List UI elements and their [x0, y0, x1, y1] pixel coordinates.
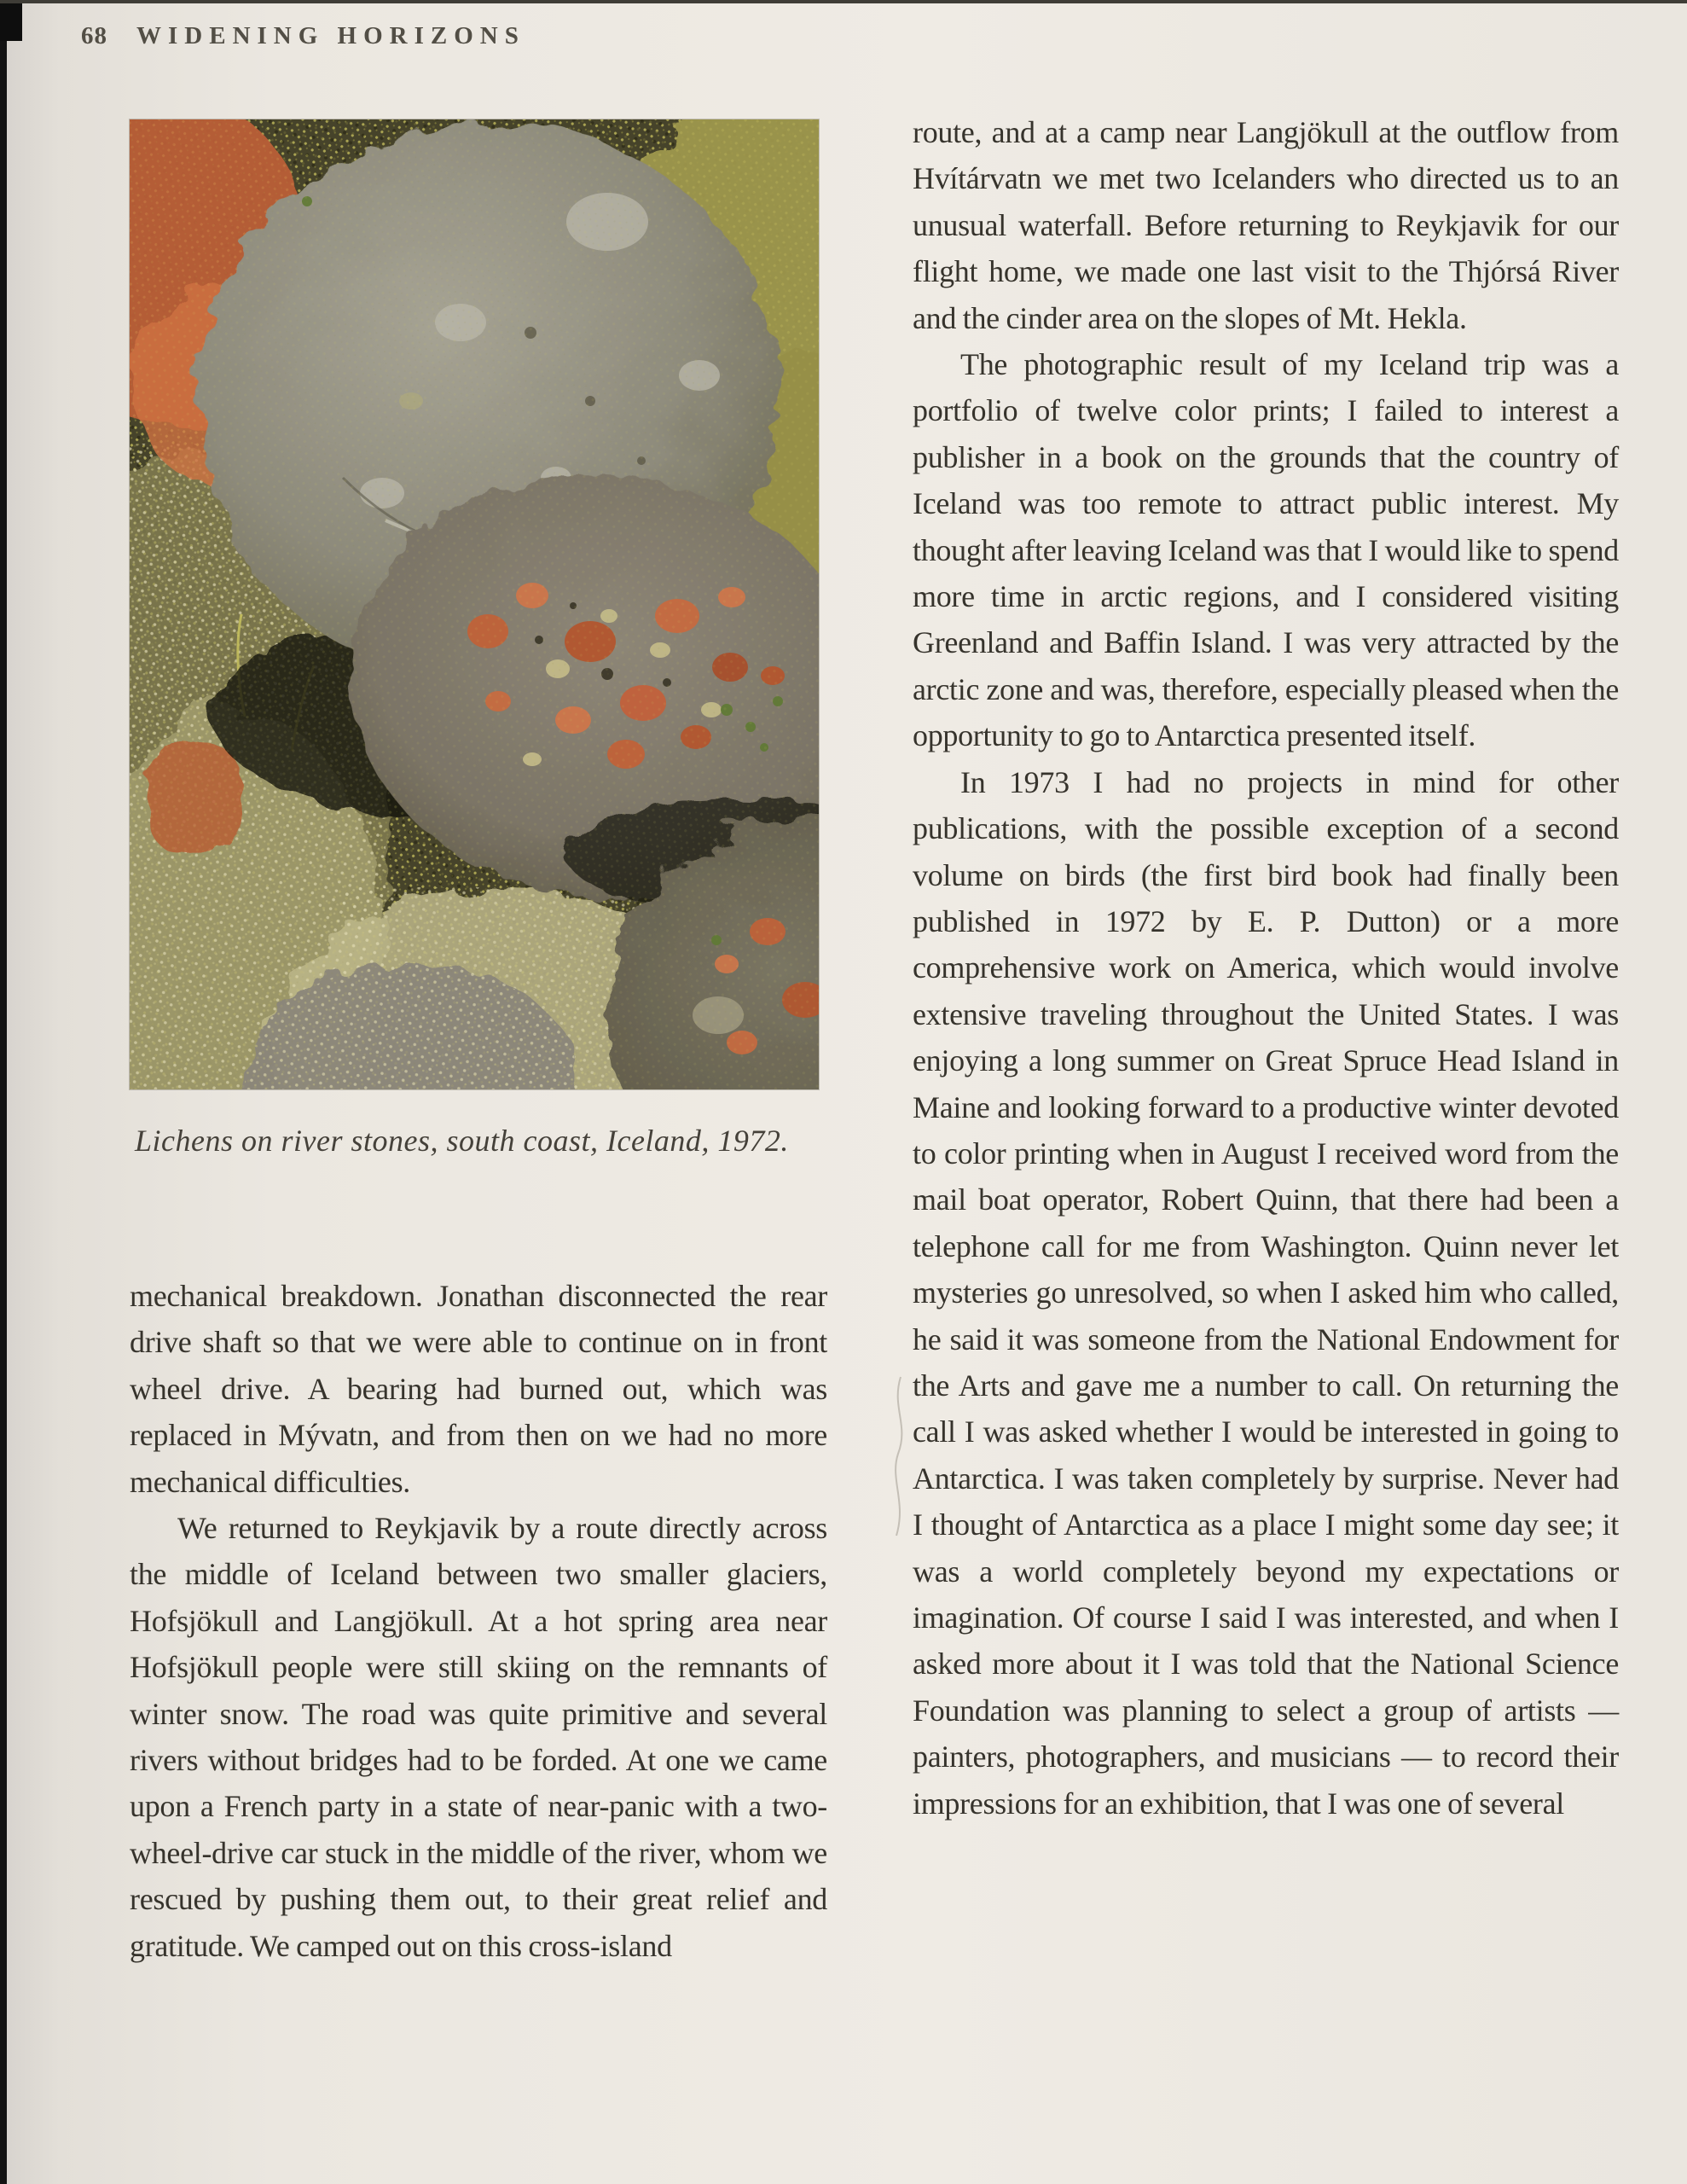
scan-edge-corner	[0, 0, 22, 41]
running-header	[81, 22, 525, 50]
photo-caption: Lichens on river stones, south coast, Iceland, 1972.	[135, 1124, 789, 1158]
paragraph-right-1: route, and at a camp near Langjökull at the outflow from Hvítárvatn we met two Icelanders who directed us to an unusual waterfall. Before returning to Reykjavik for our flight home, we made one last visit to the Thjórsá River and the cinder area on the slopes of Mt. Hekla.	[913, 115, 1619, 335]
lichen-photograph	[130, 119, 819, 1089]
scan-edge-top	[0, 0, 1687, 3]
pencil-mark-artifact	[887, 1372, 914, 1542]
paragraph-right-2: The photographic result of my Iceland trip was a portfolio of twelve color prints; I failed to interest a publisher in a book on the grounds that the country of Iceland was too remote to attract public interest. My thought after leaving Iceland was that I would like to spend more time in arctic regions, and I considered visiting Greenland and Baffin Island. I was very attracted by the arctic zone and was, therefore, especially pleased when the opportunity to go to Antarctica presented itself.	[913, 347, 1619, 753]
lichen-photo-art	[130, 119, 819, 1089]
left-text-column	[130, 1273, 827, 1969]
paragraph-left-1: mechanical breakdown. Jonathan disconnected the rear drive shaft so that we were able to continue on in front wheel drive. A bearing had burned out, which was replaced in Mývatn, and from then on we had no more mechanical difficulties.	[130, 1279, 827, 1499]
scan-edge-left	[0, 0, 7, 2184]
running-title: WIDENING HORIZONS	[136, 22, 525, 49]
right-text-column	[913, 109, 1619, 1827]
page-number: 68	[81, 22, 107, 49]
photo-grain-overlay	[130, 119, 819, 1089]
paragraph-left-2: We returned to Reykjavik by a route directly across the middle of Iceland between two smaller glaciers, Hofsjökull and Langjökull. At a hot spring area near Hofsjökull people were still skiing on the remnants of winter snow. The road was quite primitive and several rivers without bridges had to be forded. At one we came upon a French party in a state of near-panic with a two-wheel-drive car stuck in the middle of the river, whom we rescued by pushing them out, to their great relief and gratitude. We camped out on this cross-island	[130, 1511, 827, 1963]
paragraph-right-3: In 1973 I had no projects in mind for other publications, with the possible exception of a second volume on birds (the first bird book had finally been published in 1972 by E. P. Dutton) or a more comprehensive work on America, which would involve extensive traveling throughout the United States. I was enjoying a long summer on Great Spruce Head Island in Maine and looking forward to a productive winter devoted to color printing when in August I received word from the mail boat operator, Robert Quinn, that there had been a telephone call for me from Washington. Quinn never let mysteries go unresolved, so when I asked him who called, he said it was someone from the National Endowment for the Arts and gave me a number to call. On returning the call I was asked whether I would be interested in going to Antarctica. I was taken completely by surprise. Never had I thought of Antarctica as a place I might some day see; it was a world completely beyond my expectations or imagination. Of course I said I was interested, and when I asked more about it I was told that the National Science Foundation was planning to select a group of artists — painters, photographers, and musicians — to record their impressions for an exhibition, that I was one of several	[913, 764, 1619, 1821]
